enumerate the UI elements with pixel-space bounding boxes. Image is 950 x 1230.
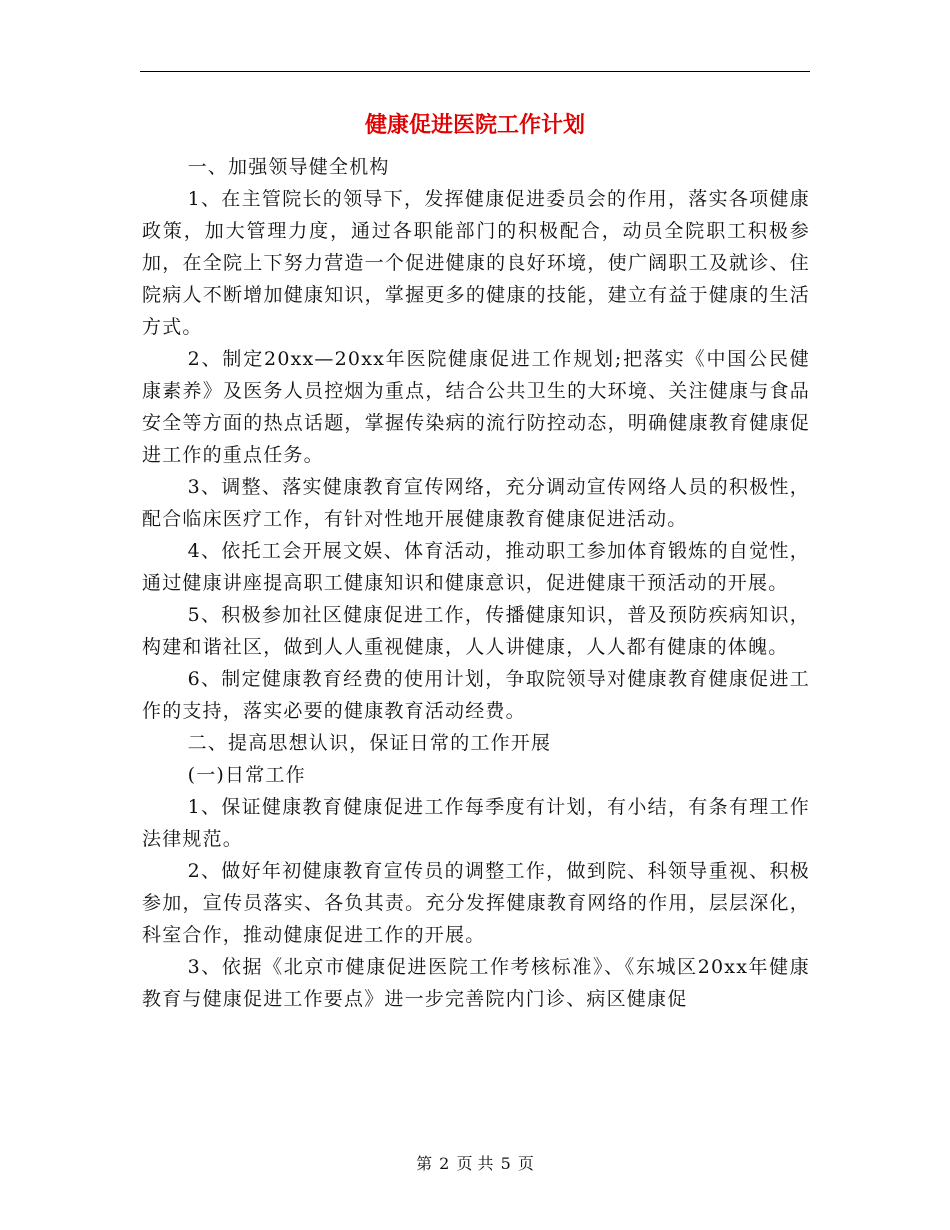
paragraph: 2、制定20xx—20xx年医院健康促进工作规划;把落实《中国公民健康素养》及医务人员控烟为重点，结合公共卫生的大环境、关注健康与食品安全等方面的热点话题，掌握传染病的流行防控动态，明确健康教育健康促进工作的重点任务。 (142, 348, 810, 466)
current-page-number: 2 (439, 1154, 450, 1173)
page-label-prefix: 第 (416, 1154, 433, 1173)
paragraph: 2、做好年初健康教育宣传员的调整工作，做到院、科领导重视、积极参加，宣传员落实、各负其责。充分发挥健康教育网络的作用，层层深化，科室合作，推动健康促进工作的开展。 (142, 860, 810, 946)
page-footer (0, 1152, 950, 1176)
paragraph: 6、制定健康教育经费的使用计划，争取院领导对健康教育健康促进工作的支持，落实必要的健康教育活动经费。 (142, 668, 810, 722)
document-body (142, 151, 810, 1015)
paragraph: 1、在主管院长的领导下，发挥健康促进委员会的作用，落实各项健康政策，加大管理力度，通过各职能部门的积极配合，动员全院职工积极参加，在全院上下努力营造一个促进健康的良好环境，使广阔职工及就诊、住院病人不断增加健康知识，掌握更多的健康的技能，建立有益于健康的生活方式。 (142, 188, 810, 338)
page-label-mid: 页 共 (456, 1154, 494, 1173)
paragraph: 5、积极参加社区健康促进工作，传播健康知识，普及预防疾病知识，构建和谐社区，做到人人重视健康，人人讲健康，人人都有健康的体魄。 (142, 604, 810, 658)
document-title: 健康促进医院工作计划 (364, 112, 585, 138)
subsection-heading: (一)日常工作 (187, 764, 306, 786)
header-rule (140, 71, 810, 72)
page-label-suffix: 页 (517, 1154, 534, 1173)
section-heading-2: 二、提高思想认识，保证日常的工作开展 (187, 732, 552, 754)
paragraph: 4、依托工会开展文娱、体育活动，推动职工参加体育锻炼的自觉性，通过健康讲座提高职工健康知识和健康意识，促进健康干预活动的开展。 (142, 540, 810, 594)
total-pages-number: 5 (500, 1154, 511, 1173)
paragraph: 3、调整、落实健康教育宣传网络，充分调动宣传网络人员的积极性，配合临床医疗工作，有针对性地开展健康教育健康促进活动。 (142, 476, 810, 530)
paragraph: 1、保证健康教育健康促进工作每季度有计划，有小结，有条有理工作法律规范。 (142, 796, 810, 850)
section-heading-1: 一、加强领导健全机构 (187, 156, 390, 178)
paragraph: 3、依据《北京市健康促进医院工作考核标准》、《东城区20xx年健康教育与健康促进工作要点》进一步完善院内门诊、病区健康促 (142, 956, 810, 1010)
